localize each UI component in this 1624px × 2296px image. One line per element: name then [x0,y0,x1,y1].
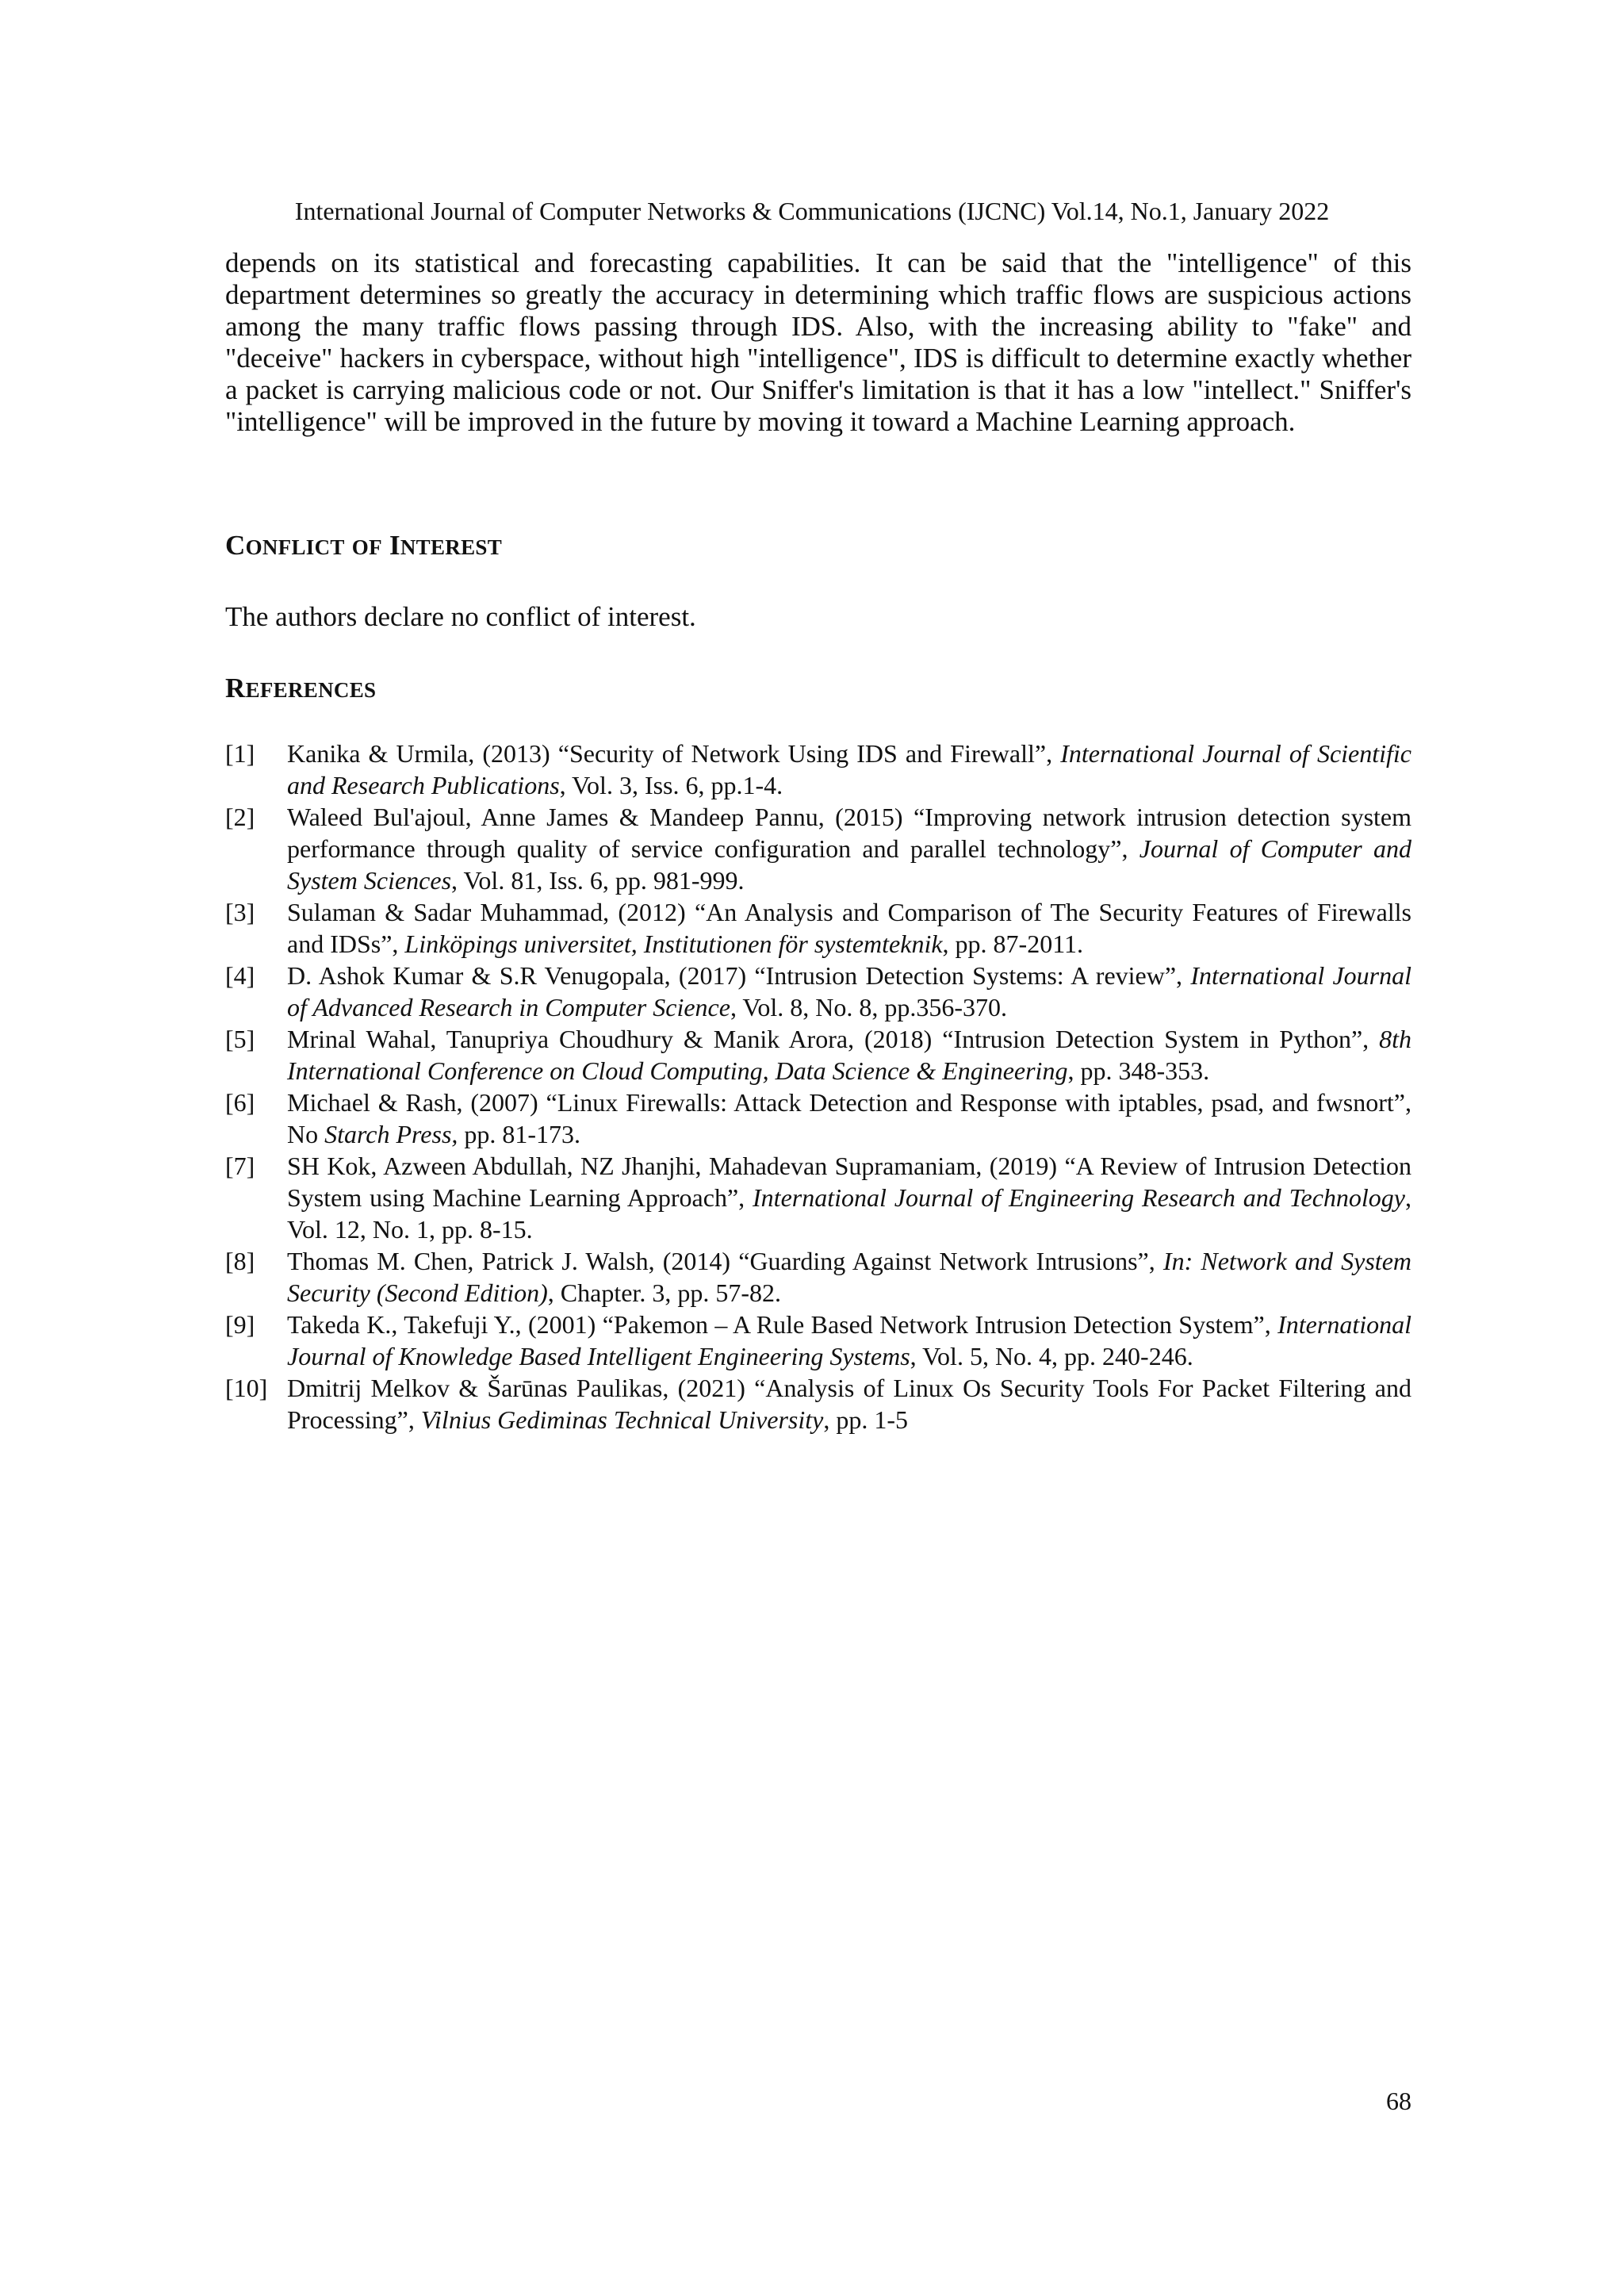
running-header: International Journal of Computer Networks & Communications (IJCNC) Vol.14, No.1, January 2022 [294,197,1330,225]
reference-venue: International Journal of Engineering Research and Technology [753,1183,1405,1212]
reference-venue: In: Network and System Security (Second Edition) [287,1247,1412,1307]
reference-body: Takeda K., Takefuji Y., (2001) “Pakemon – A Rule Based Network Intrusion Detection System”, [287,1310,1278,1339]
reference-number: [5] [225,1025,255,1053]
page-number: 68 [1386,2087,1411,2115]
reference-number: [10] [225,1374,268,1402]
reference-text [287,1023,1411,1087]
reference-body: Waleed Bul'ajoul, Anne James & Mandeep Pannu, (2015) “Improving network intrusion detection system performance through quality of service configuration and parallel technology”, [287,803,1411,863]
reference-text [287,960,1411,1023]
reference-number: [3] [225,898,255,926]
reference-number: [4] [225,961,255,990]
heading-smallcaps: EFERENCES [245,678,377,702]
reference-text [287,896,1411,960]
references-heading [225,673,376,706]
reference-item [225,1309,1411,1372]
reference-text [287,738,1411,801]
reference-text [287,1309,1411,1372]
reference-item [225,1245,1411,1309]
reference-item [225,1150,1411,1245]
reference-text [287,1245,1411,1309]
reference-venue: International Journal of Scientific and Research Publications [287,739,1412,799]
reference-number: [9] [225,1310,255,1339]
reference-number: [2] [225,803,255,831]
reference-details: , Chapter. 3, pp. 57-82. [547,1278,781,1307]
reference-text [287,801,1411,896]
reference-body: Michael & Rash, (2007) “Linux Firewalls: Attack Detection and Response with iptables, psad, and fwsnort”, No [287,1088,1411,1148]
reference-details: , pp. 348-353. [1067,1056,1210,1085]
reference-details: , Vol. 5, No. 4, pp. 240-246. [910,1342,1193,1370]
reference-venue: Linköpings universitet, Institutionen för systemteknik [404,930,943,958]
heading-initial: I [389,530,400,561]
heading-initial: C [225,530,246,561]
reference-item [225,801,1411,896]
conflict-of-interest-heading [225,530,502,563]
reference-details: , pp. 1-5 [823,1405,909,1434]
reference-venue: Vilnius Gediminas Technical University [420,1405,824,1434]
reference-list [225,738,1411,1435]
reference-item [225,1087,1411,1150]
heading-smallcaps: OF [351,535,382,559]
reference-details: , Vol. 8, No. 8, pp.356-370. [730,993,1007,1022]
reference-number: [1] [225,739,255,768]
reference-details: , Vol. 81, Iss. 6, pp. 981-999. [451,866,745,895]
reference-venue: 8th International Conference on Cloud Computing, Data Science & Engineering [287,1025,1411,1085]
reference-number: [6] [225,1088,255,1117]
reference-venue: International Journal of Knowledge Based Intelligent Engineering Systems [287,1310,1411,1370]
reference-item [225,1023,1411,1087]
reference-details: , pp. 87-2011. [942,930,1084,958]
conflict-statement: The authors declare no conflict of interest. [225,601,696,632]
reference-item [225,1372,1411,1435]
reference-number: [8] [225,1247,255,1275]
reference-body: Sulaman & Sadar Muhammad, (2012) “An Analysis and Comparison of The Security Features of Firewalls and IDSs”, [287,898,1411,958]
reference-details: , Vol. 3, Iss. 6, pp.1-4. [559,771,783,799]
body-paragraph: depends on its statistical and forecasting capabilities. It can be said that the "intelligence" of this department determines so greatly the accuracy in determining which traffic flows are suspicious actions among the many traffic flows passing through IDS. Also, with the increasing ability to "fake" and "deceive" hackers in cyberspace, without high "intelligence", IDS is difficult to determine exactly whether a packet is carrying malicious code or not. Our Sniffer's limitation is that it has a low "intellect." Sniffer's "intelligence" will be improved in the future by moving it toward a Machine Learning approach. [225,247,1411,437]
reference-body: Kanika & Urmila, (2013) “Security of Network Using IDS and Firewall”, [287,739,1061,768]
reference-body: Thomas M. Chen, Patrick J. Walsh, (2014) “Guarding Against Network Intrusions”, [287,1247,1163,1275]
heading-initial: R [225,673,246,703]
heading-smallcaps: NTEREST [400,535,503,559]
reference-body: SH Kok, Azween Abdullah, NZ Jhanjhi, Mahadevan Supramaniam, (2019) “A Review of Intrusion Detection System using Machine Learning Approach”, [287,1152,1411,1212]
reference-body: Mrinal Wahal, Tanupriya Choudhury & Manik Arora, (2018) “Intrusion Detection System in Python”, [287,1025,1380,1053]
heading-smallcaps: ONFLICT [245,535,345,559]
reference-text [287,1087,1411,1150]
reference-venue: International Journal of Advanced Research in Computer Science [287,961,1412,1022]
reference-text [287,1150,1411,1245]
reference-text [287,1372,1411,1435]
reference-body: Dmitrij Melkov & Šarūnas Paulikas, (2021) “Analysis of Linux Os Security Tools For Packet Filtering and Processing”, [287,1374,1411,1434]
reference-number: [7] [225,1152,255,1180]
reference-venue: Starch Press, [324,1120,458,1148]
reference-item [225,738,1411,801]
reference-item [225,896,1411,960]
reference-item [225,960,1411,1023]
reference-details: pp. 81-173. [458,1120,581,1148]
reference-details: , Vol. 12, No. 1, pp. 8-15. [287,1183,1411,1244]
reference-body: D. Ashok Kumar & S.R Venugopala, (2017) “Intrusion Detection Systems: A review”, [287,961,1191,990]
reference-venue: Journal of Computer and System Sciences [287,834,1412,895]
